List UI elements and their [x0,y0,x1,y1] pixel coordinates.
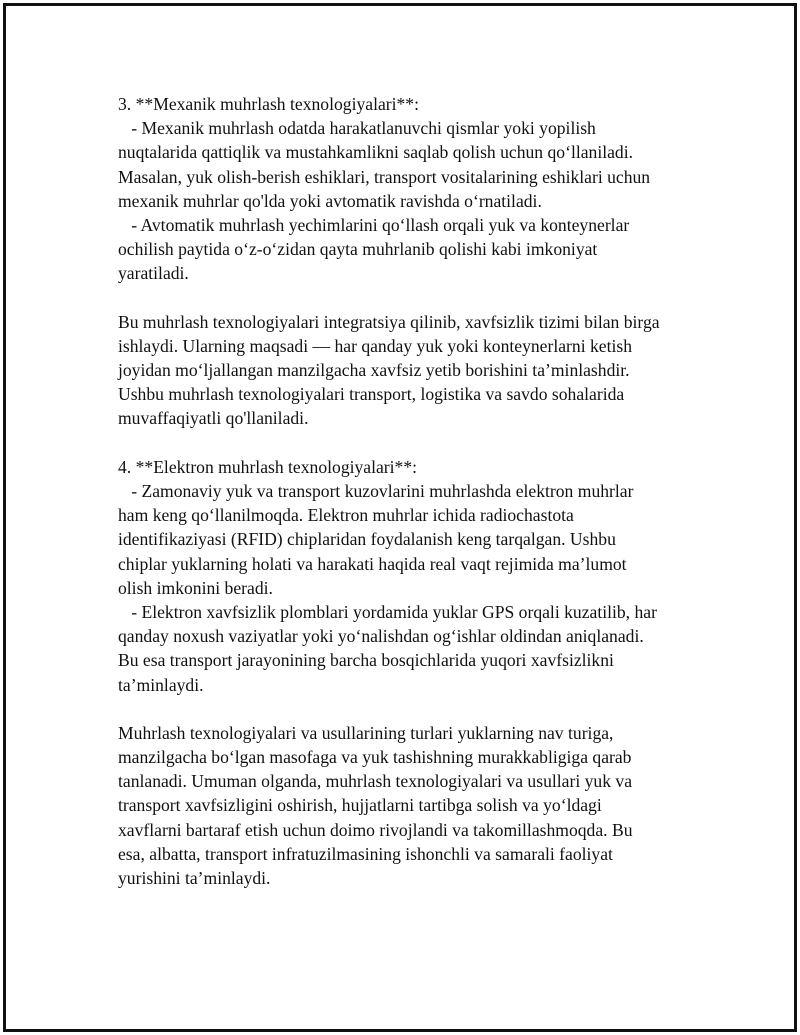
text-line: - Avtomatik muhrlash yechimlarini qo‘llash orqali yuk va konteynerlar [118,214,630,235]
text-line: olish imkonini beradi. [118,577,273,598]
section-electronic-sealing [118,455,718,697]
paragraph-integration [118,310,718,431]
text-line: esa, albatta, transport infratuzilmasining ishonchli va samarali faoliyat [118,843,613,864]
paragraph-conclusion [118,721,718,890]
text-line: yurishini ta’minlaydi. [118,868,271,888]
text-line: manzilgacha bo‘lgan masofaga va yuk tashishning murakkabligiga qarab [118,747,632,768]
text-line: transport xavfsizligini oshirish, hujjatlarni tartibga solish va yo‘ldagi [118,795,602,816]
section-heading: 4. **Elektron muhrlash texnologiyalari**: [118,456,418,477]
text-line: ishlaydi. Ularning maqsadi — har qanday yuk yoki konteynerlarni ketish [118,335,633,356]
text-line: Ushbu muhrlash texnologiyalari transport, logistika va savdo sohalarida [118,384,625,405]
text-line: Bu esa transport jarayonining barcha bosqichlarida yuqori xavfsizlikni [118,650,614,671]
text-line: Masalan, yuk olish-berish eshiklari, transport vositalarining eshiklari uchun [118,166,651,187]
text-line: qanday noxush vaziyatlar yoki yo‘nalishdan og‘ishlar oldindan aniqlanadi. [118,626,644,647]
document-body [118,92,718,890]
text-line: ta’minlaydi. [118,674,204,695]
text-line: ochilish paytida o‘z-o‘zidan qayta muhrlanib qolishi kabi imkoniyat [118,239,598,260]
text-line: xavflarni bartaraf etish uchun doimo rivojlandi va takomillashmoqda. Bu [118,819,633,840]
text-line: mexanik muhrlar qo'lda yoki avtomatik ravishda o‘rnatiladi. [118,190,542,211]
text-line: - Mexanik muhrlash odatda harakatlanuvchi qismlar yoki yopilish [118,118,596,139]
text-line: muvaffaqiyatli qo'llaniladi. [118,408,309,429]
text-line: joyidan mo‘ljallangan manzilgacha xavfsiz yetib borishini ta’minlashdir. [118,360,630,381]
text-line: chiplar yuklarning holati va harakati haqida real vaqt rejimida ma’lumot [118,553,627,574]
text-line: - Zamonaviy yuk va transport kuzovlarini muhrlashda elektron muhrlar [118,481,634,501]
paragraph-gap [118,431,718,455]
text-line: ham keng qo‘llanilmoqda. Elektron muhrlar ichida radiochastota [118,505,574,526]
text-line: tanlanadi. Umuman olganda, muhrlash texnologiyalari va usullari yuk va [118,771,632,792]
section-heading: 3. **Mexanik muhrlash texnologiyalari**: [118,94,419,114]
text-line: yaratiladi. [118,263,189,284]
text-line: Bu muhrlash texnologiyalari integratsiya qilinib, xavfsizlik tizimi bilan birga [118,311,660,332]
text-line: Muhrlash texnologiyalari va usullarining turlari yuklarning nav turiga, [118,722,614,743]
text-line: - Elektron xavfsizlik plomblari yordamida yuklar GPS orqali kuzatilib, har [118,601,657,622]
text-line: nuqtalarida qattiqlik va mustahkamlikni saqlab qolish uchun qo‘llaniladi. [118,142,634,163]
section-mechanical-sealing [118,92,718,286]
paragraph-gap [118,697,718,721]
paragraph-gap [118,286,718,310]
text-line: identifikaziyasi (RFID) chiplaridan foydalanish keng tarqalgan. Ushbu [118,529,616,550]
